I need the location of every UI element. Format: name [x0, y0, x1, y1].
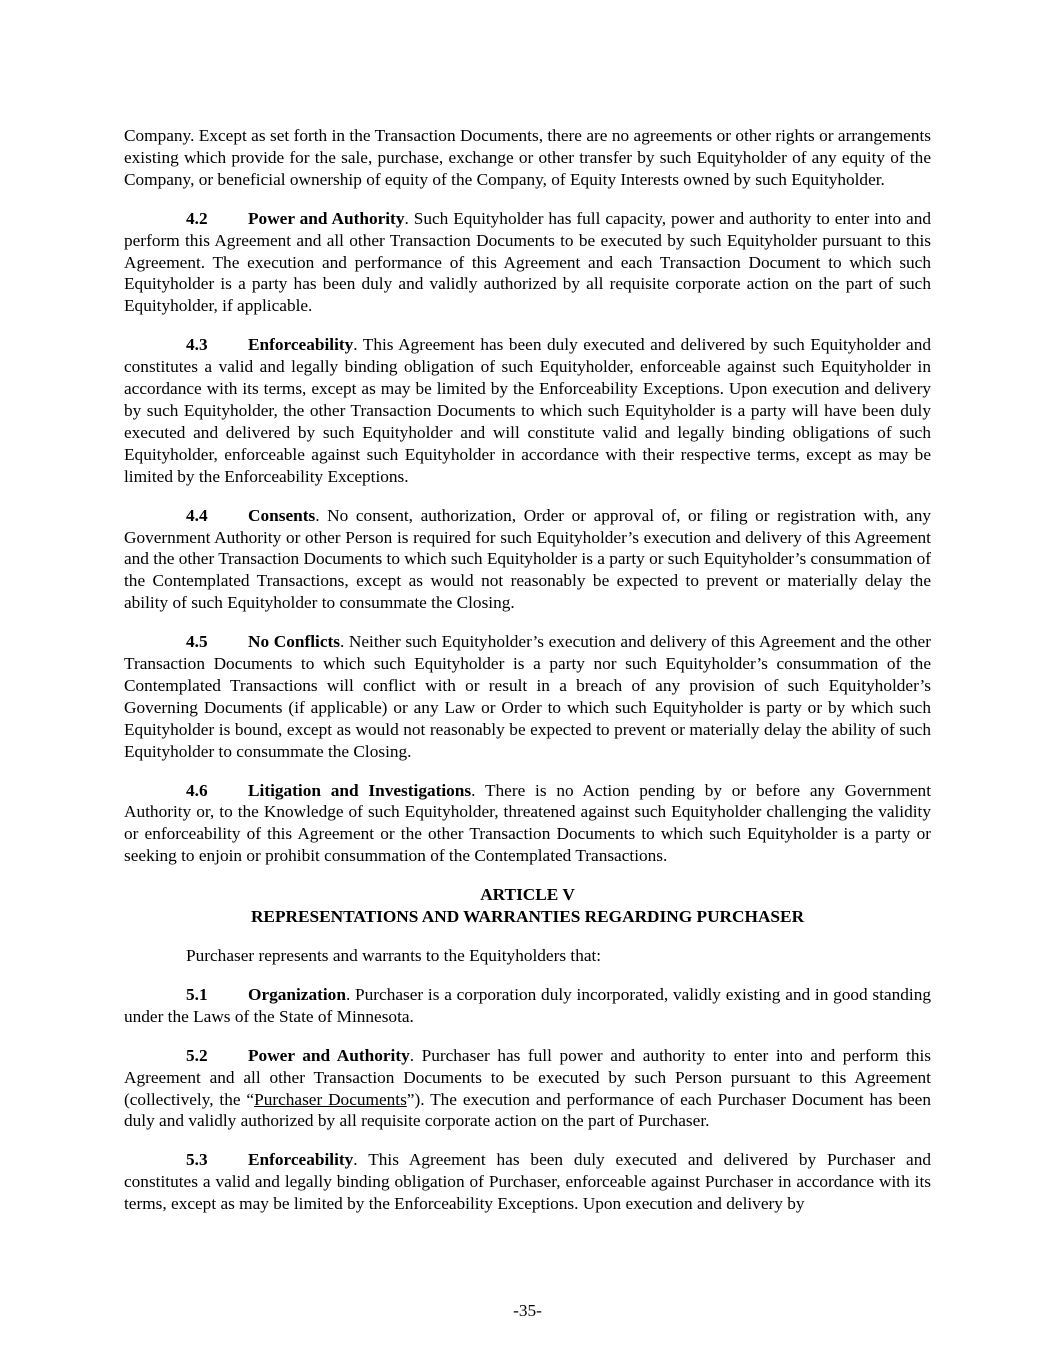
section-number: 4.3 — [186, 335, 208, 355]
section-number: 5.3 — [186, 1150, 208, 1170]
section-number: 5.2 — [186, 1045, 208, 1065]
section-title: No Conflicts — [248, 632, 340, 652]
article-preamble: Purchaser represents and warrants to the Equityholders that: — [186, 946, 602, 965]
section-title: Litigation and Investigations — [248, 780, 472, 800]
section-number: 4.6 — [186, 780, 208, 800]
section-5-1 — [124, 984, 931, 1028]
section-text: . No consent, authorization, Order or approval of, or filing or registration with, any Government Authority or other Person is required for such Equityholder’s execution and delivery of this Agreement and the other Transaction Documents to which such Equityholder is a party or such Equityholder’s consummation of the Contemplated Transactions, except as would not reasonably be expected to prevent or materially delay the ability of such Equityholder to consummate the Closing. — [124, 505, 931, 613]
section-4-2 — [124, 208, 931, 318]
section-title: Power and Authority — [248, 1045, 410, 1065]
page-number: -35- — [513, 1301, 542, 1320]
section-title: Enforceability — [248, 335, 354, 355]
section-title: Consents — [248, 505, 316, 525]
defined-term: Purchaser Documents — [254, 1089, 407, 1109]
section-text: . Neither such Equityholder’s execution and delivery of this Agreement and the other Transaction Documents to which such Equityholder is a party nor such Equityholder’s consummation of the Contemplated Transactions will conflict with or result in a breach of any provision of such Equityholder’s Governing Documents (if applicable) or any Law or Order to which such Equityholder is party or by which such Equityholder is bound, except as would not reasonably be expected to prevent or materially delay the ability of such Equityholder to consummate the Closing. — [124, 632, 931, 761]
section-number: 4.5 — [186, 632, 208, 652]
section-4-3 — [124, 334, 931, 487]
section-text: . Purchaser has full power and authority to enter into and perform this Agreement and all other Transaction Documents to be executed by such Person pursuant to this Agreement (collectively, the “ — [124, 1045, 931, 1109]
article-heading — [124, 884, 931, 928]
section-5-3 — [124, 1149, 931, 1215]
document-page — [124, 125, 931, 1232]
section-number: 5.1 — [186, 984, 208, 1004]
article-title: REPRESENTATIONS AND WARRANTIES REGARDING PURCHASER — [250, 907, 805, 927]
section-title: Enforceability — [248, 1150, 354, 1170]
intro-paragraph: Company. Except as set forth in the Transaction Documents, there are no agreements or other rights or arrangements existing which provide for the sale, purchase, exchange or other transfer by such Equityholder of any equity of the Company, or beneficial ownership of equity of the Company, of Equity Interests owned by such Equityholder. — [124, 126, 931, 189]
section-4-list — [124, 208, 931, 867]
section-text: . This Agreement has been duly executed and delivered by such Equityholder and constitutes a valid and legally binding obligation of such Equityholder, enforceable against such Equityholder in accordance with its terms, except as may be limited by the Enforceability Exceptions. Upon execution and delivery by such Equityholder, the other Transaction Documents to which such Equityholder is a party will have been duly executed and delivered by such Equityholder and will constitute valid and legally binding obligations of such Equityholder, enforceable against such Equityholder in accordance with their respective terms, except as may be limited by the Enforceability Exceptions. — [124, 335, 931, 486]
section-text: . This Agreement has been duly executed and delivered by Purchaser and constitutes a valid and legally binding obligation of Purchaser, enforceable against Purchaser in accordance with its terms, except as may be limited by the Enforceability Exceptions. Upon execution and delivery by — [124, 1150, 931, 1214]
section-4-6 — [124, 780, 931, 868]
section-title: Power and Authority — [248, 208, 405, 228]
section-text-continued: ”). The execution and performance of each Purchaser Document has been duly and validly authorized by all requisite corporate action on the part of Purchaser. — [124, 1089, 931, 1131]
article-label: ARTICLE V — [480, 885, 575, 905]
section-text: . Purchaser is a corporation duly incorporated, validly existing and in good standing under the Laws of the State of Minnesota. — [124, 984, 931, 1026]
section-4-5 — [124, 631, 931, 762]
section-title: Organization — [248, 984, 346, 1004]
section-text: . There is no Action pending by or before any Government Authority or, to the Knowledge of such Equityholder, threatened against such Equityholder challenging the validity or enforceability of this Agreement or the other Transaction Documents to which such Equityholder is a party or seeking to enjoin or prohibit consummation of the Contemplated Transactions. — [124, 780, 931, 866]
section-text: . Such Equityholder has full capacity, power and authority to enter into and perform this Agreement and all other Transaction Documents to be executed by such Equityholder pursuant to this Agreement. The execution and performance of this Agreement and each Transaction Document to which such Equityholder is a party has been duly and validly authorized by all requisite corporate action on the part of such Equityholder, if applicable. — [124, 208, 931, 316]
section-number: 4.2 — [186, 208, 208, 228]
section-4-4 — [124, 505, 931, 615]
section-number: 4.4 — [186, 505, 208, 525]
section-5-2 — [124, 1045, 931, 1133]
